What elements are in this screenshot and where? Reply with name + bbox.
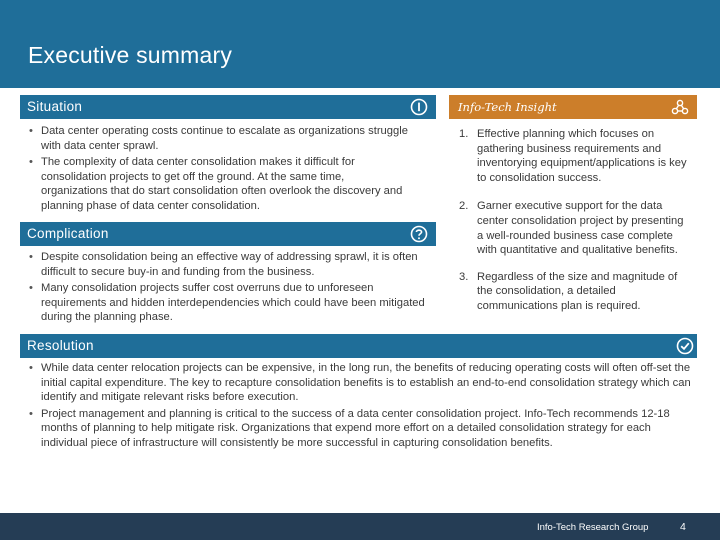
header-banner xyxy=(0,0,720,88)
list-item: • Data center operating costs continue to escalate as organizations struggle with data center sprawl. xyxy=(27,124,413,153)
list-item: • Many consolidation projects suffer cost overruns due to unforeseen requirements and hidden interdependencies which could have been mitigated during the planning phase. xyxy=(27,281,427,325)
list-item: 3. Regardless of the size and magnitude of the consolidation, a detailed communications plan is required. xyxy=(459,270,678,312)
list-item: • While data center relocation projects can be expensive, in the long run, the benefits of reducing operating costs will often off-set the initial capital expenditure. The key to recapture consolidation benefits is to establish an end-to-end consolidation strategy which can identify and mitigate relevant risks before execution. xyxy=(27,361,695,405)
resolution-bullets xyxy=(27,361,695,453)
insight-header xyxy=(449,95,697,119)
insight-list xyxy=(459,127,691,314)
list-item: • Despite consolidation being an effective way of addressing sprawl, it is often difficult to secure buy-in and funding from the business. xyxy=(27,250,427,279)
complication-label: Complication xyxy=(27,226,109,241)
resolution-header xyxy=(20,334,697,358)
footer-brand: Info-Tech Research Group xyxy=(537,522,649,533)
complication-header xyxy=(20,222,436,246)
complication-bullets xyxy=(27,250,427,327)
page-title: Executive summary xyxy=(28,42,233,68)
list-item: 2. Garner executive support for the data center consolidation project by presenting a well-rounded business case complete with quantitative and qualitative benefits. xyxy=(459,200,684,257)
network-icon xyxy=(671,98,689,116)
footer-bar xyxy=(0,513,720,540)
situation-header xyxy=(20,95,436,119)
page-number: 4 xyxy=(680,521,686,533)
situation-label: Situation xyxy=(27,99,83,114)
list-item: 1. Effective planning which focuses on gathering business requirements and inventorying equipment/applications is key to consolidation success. xyxy=(459,128,687,184)
check-circle-icon xyxy=(676,337,694,355)
resolution-label: Resolution xyxy=(27,338,94,353)
question-icon xyxy=(410,225,428,243)
list-item: • Project management and planning is critical to the success of a data center consolidation project. Info-Tech recommends 12-18 months of planning to help mitigate risk. Organizations that expend more effort on a detailed consolidation strategy for each individual piece of infrastructure will consistently be more successful in capturing consolidation benefits. xyxy=(27,407,695,451)
list-item: • The complexity of data center consolidation makes it difficult for consolidation projects to get off the ground. At the same time, organizations that do start consolidation often overlook the discovery and planning phase of data center consolidation. xyxy=(27,155,413,213)
insight-label: Info-Tech Insight xyxy=(458,100,557,114)
info-icon xyxy=(410,98,428,116)
situation-bullets xyxy=(27,124,413,216)
